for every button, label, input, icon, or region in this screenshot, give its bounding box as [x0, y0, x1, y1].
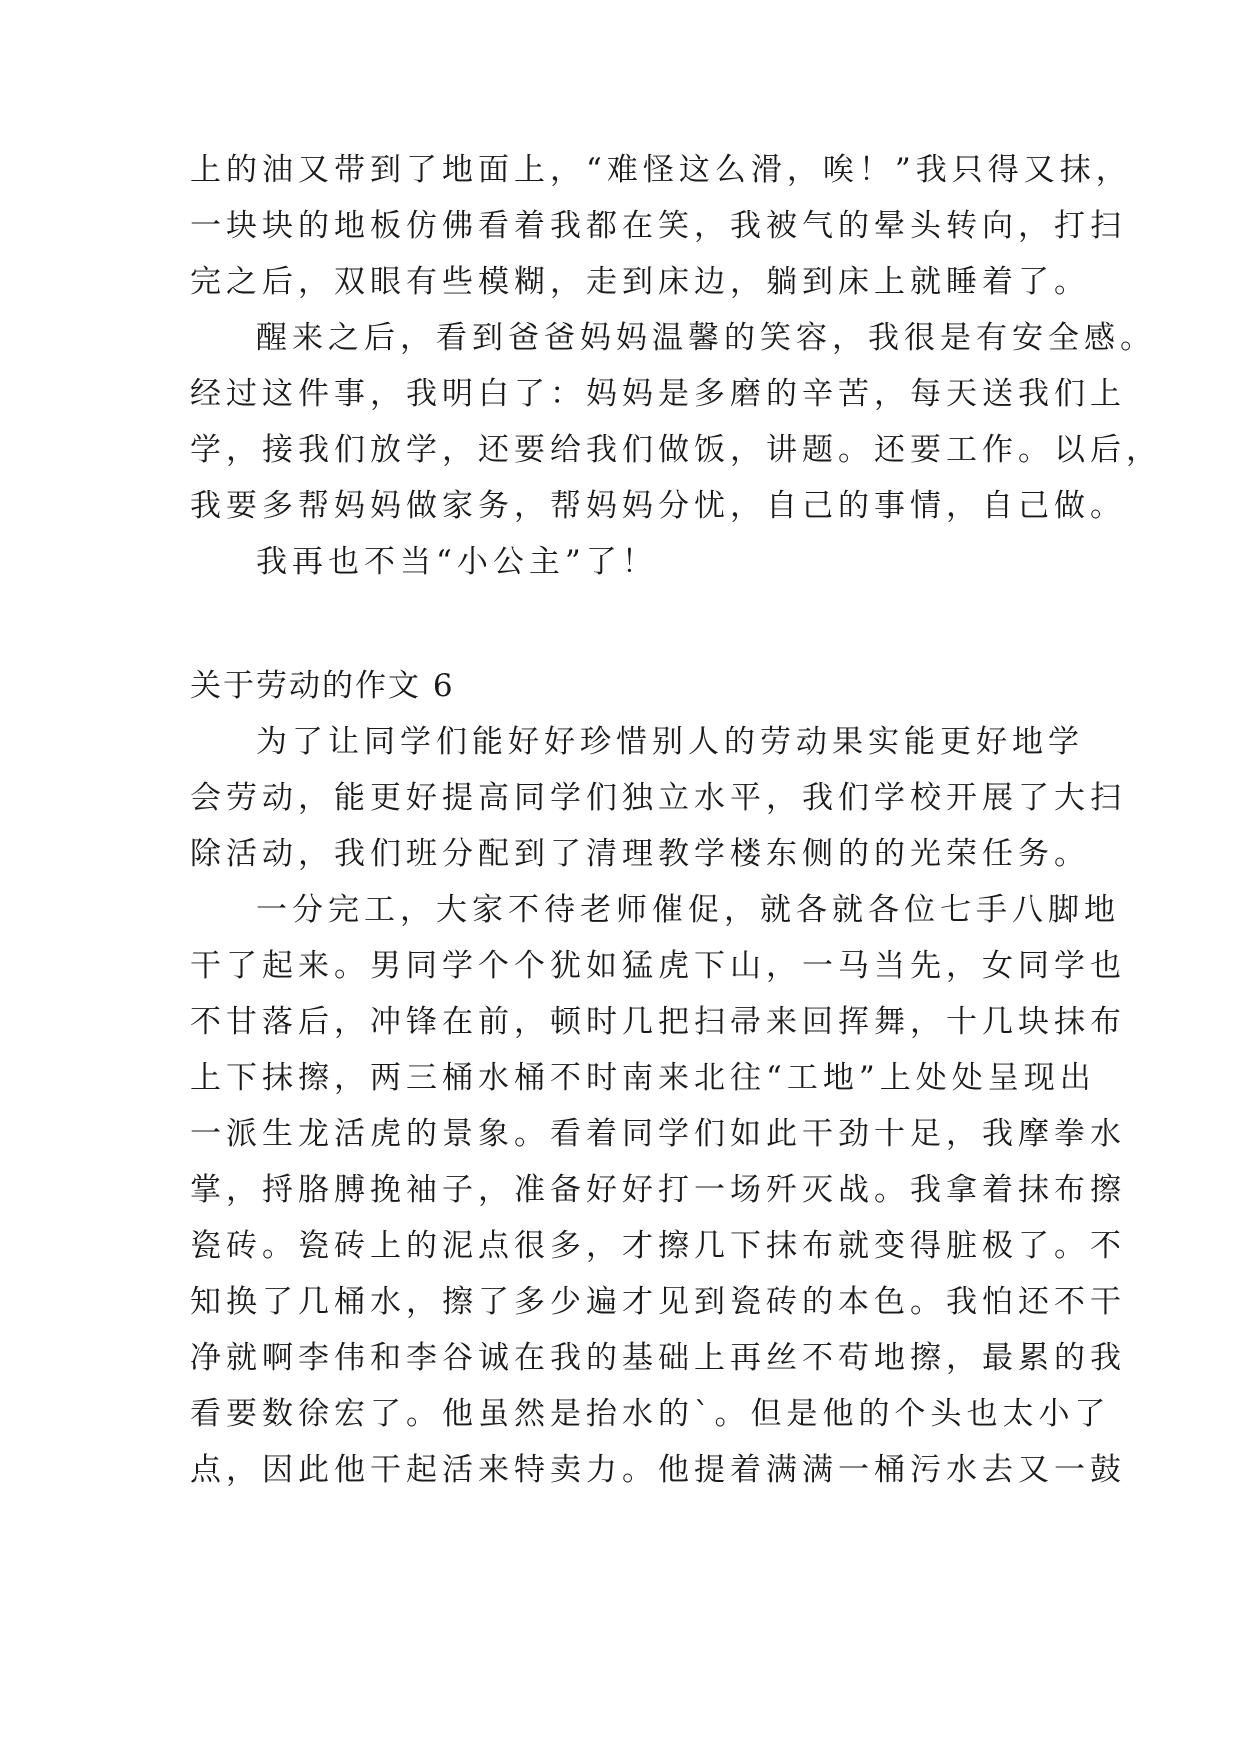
paragraph-line: 一派生龙活虎的景象。看着同学们如此干劲十足，我摩拳水 — [190, 1116, 1126, 1152]
paragraph-line: 上下抹擦，两三桶水桶不时南来北往“工地”上处处呈现出 — [190, 1060, 1096, 1096]
paragraph-line: 瓷砖。瓷砖上的泥点很多，才擦几下抹布就变得脏极了。不 — [190, 1228, 1126, 1264]
paragraph-line: 完之后，双眼有些模糊，走到床边，躺到床上就睡着了。 — [190, 264, 1090, 300]
paragraph-line: 看要数徐宏了。他虽然是抬水的`。但是他的个头也太小了 — [190, 1396, 1111, 1432]
paragraph-line: 净就啊李伟和李谷诚在我的基础上再丝不苟地擦，最累的我 — [190, 1340, 1126, 1376]
paragraph-line: 经过这件事，我明白了：妈妈是多磨的辛苦，每天送我们上 — [190, 376, 1126, 412]
section-2-text — [190, 658, 1126, 1498]
paragraph-line: 除活动，我们班分配到了清理教学楼东侧的的光荣任务。 — [190, 836, 1090, 872]
paragraph-line: 点，因此他干起活来特卖力。他提着满满一桶污水去又一鼓 — [190, 1452, 1126, 1488]
paragraph-line: 我要多帮妈妈做家务，帮妈妈分忧，自己的事情，自己做。 — [190, 488, 1126, 524]
paragraph-line: 知换了几桶水，擦了多少遍才见到瓷砖的本色。我怕还不干 — [190, 1284, 1126, 1320]
paragraph-line: 不甘落后，冲锋在前，顿时几把扫帚来回挥舞，十几块抹布 — [190, 1004, 1126, 1040]
paragraph-line: 掌，捋胳膊挽袖子，准备好好打一场歼灭战。我拿着抹布擦 — [190, 1172, 1126, 1208]
section-1-text — [190, 142, 1162, 590]
section-heading: 关于劳动的作文 6 — [190, 668, 455, 704]
paragraph-line: 醒来之后，看到爸爸妈妈温馨的笑容，我很是有安全感。 — [256, 320, 1156, 356]
paragraph-line: 一块块的地板仿佛看着我都在笑，我被气的晕头转向，打扫 — [190, 208, 1126, 244]
paragraph-line: 一分完工，大家不待老师催促，就各就各位七手八脚地 — [256, 892, 1120, 928]
paragraph-line: 学，接我们放学，还要给我们做饭，讲题。还要工作。以后， — [190, 432, 1162, 468]
paragraph-line: 为了让同学们能好好珍惜别人的劳动果实能更好地学 — [256, 724, 1084, 760]
paragraph-line: 我再也不当“小公主”了！ — [256, 544, 658, 580]
paragraph-line: 会劳动，能更好提高同学们独立水平，我们学校开展了大扫 — [190, 780, 1126, 816]
paragraph-line: 上的油又带到了地面上，“难怪这么滑，唉！”我只得又抹， — [190, 152, 1132, 188]
paragraph-line: 干了起来。男同学个个犹如猛虎下山，一马当先，女同学也 — [190, 948, 1126, 984]
